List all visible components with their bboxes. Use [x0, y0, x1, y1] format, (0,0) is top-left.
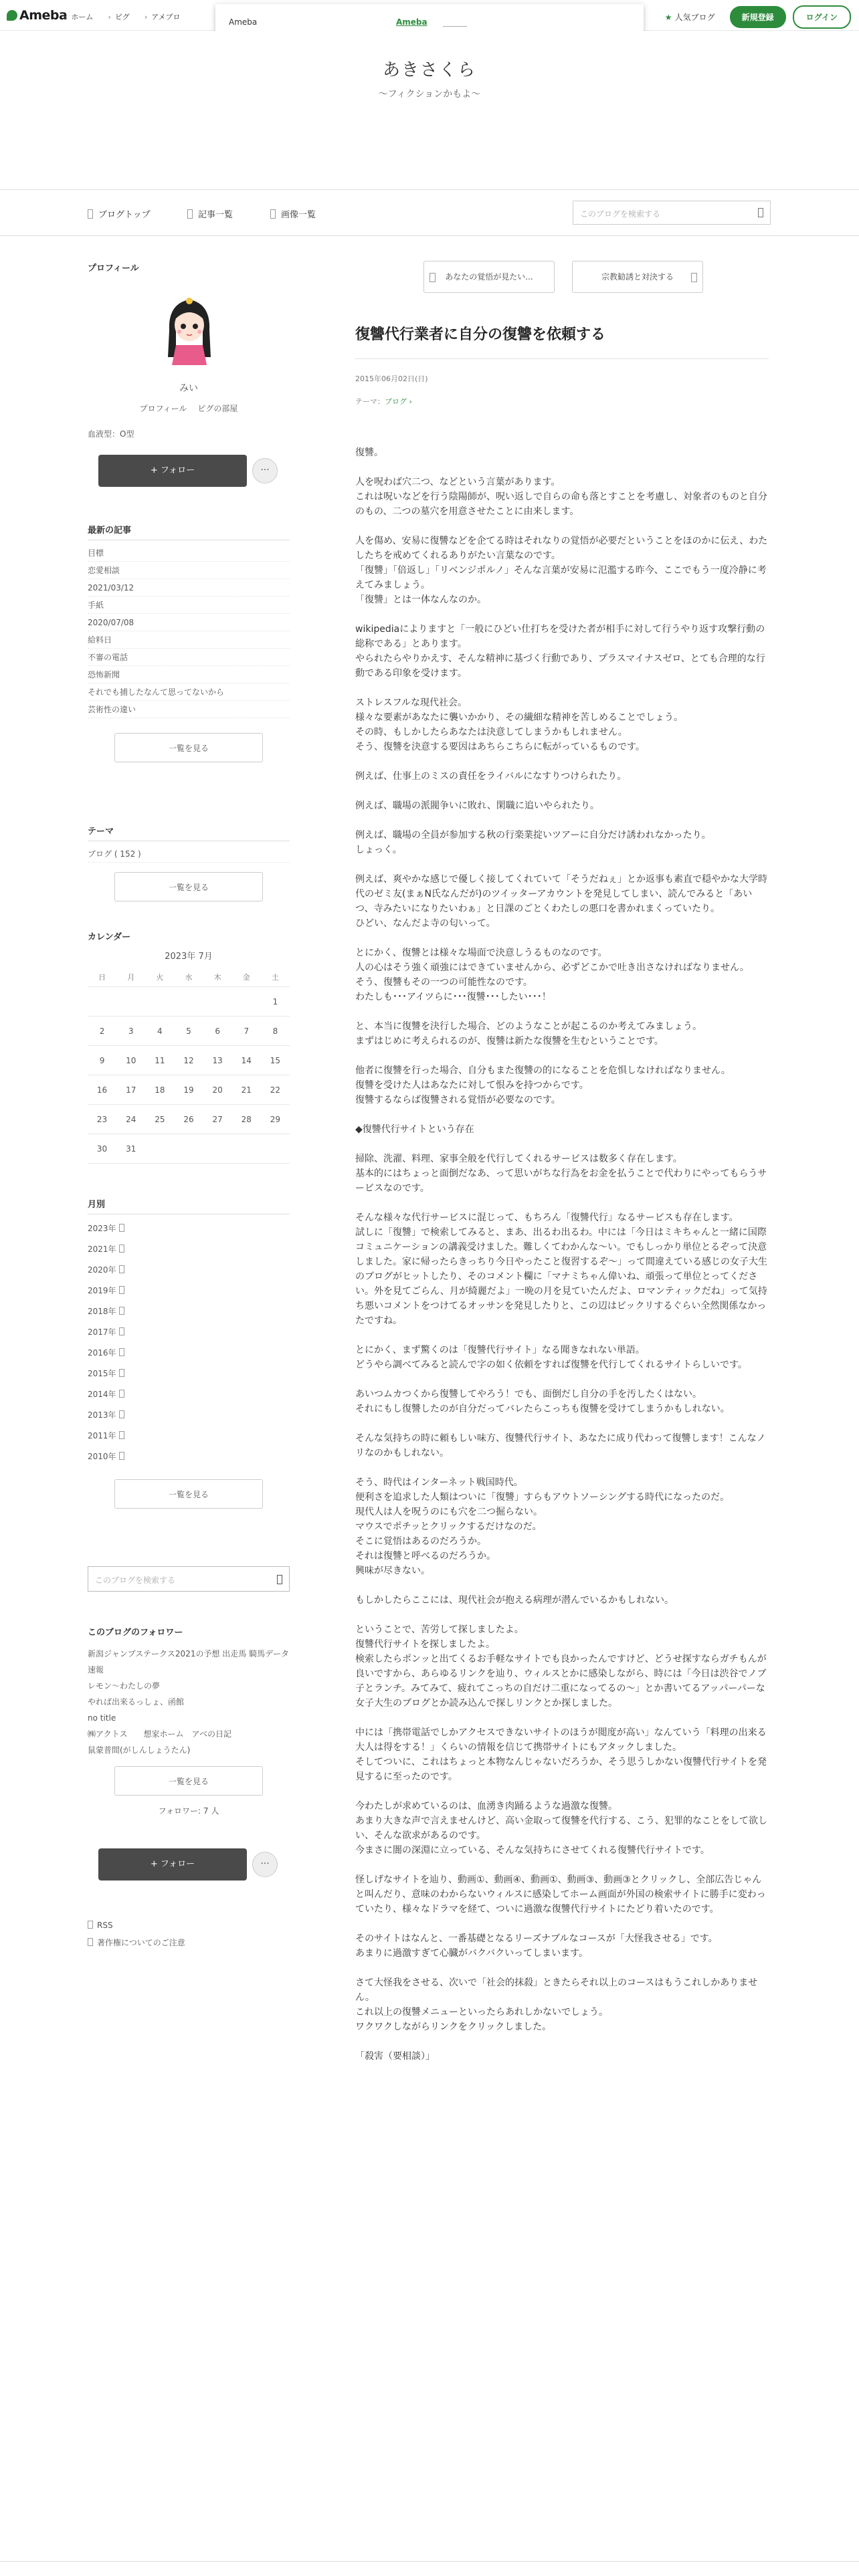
calendar-day — [174, 1134, 203, 1164]
ameba-logo[interactable] — [7, 8, 67, 23]
month-archive-link[interactable]: 2019年 — [88, 1281, 290, 1301]
calendar-day: 9 — [88, 1046, 116, 1075]
entry-title[interactable]: 復讐代行業者に自分の復讐を依頼する — [355, 326, 606, 343]
calendar-day: 4 — [145, 1016, 174, 1046]
calendar-day — [145, 987, 174, 1016]
blog-top-icon — [88, 209, 93, 219]
calendar-day: 2 — [88, 1016, 116, 1046]
calendar-day: 26 — [174, 1105, 203, 1134]
next-entry-button[interactable]: 宗教勧誘と対決する — [572, 261, 703, 293]
month-archive-link[interactable]: 2015年 — [88, 1364, 290, 1384]
sidebar-search-placeholder: このブログを検索する — [95, 1576, 176, 1585]
month-archive-link[interactable]: 2013年 — [88, 1405, 290, 1426]
entry-paragraph: とにかく、まず驚くのは「復讐代行サイト」なる聞きなれない単語。 どうやら調べてみると読んで字の如く依頼をすれば復讐を代行してくれるサイトらしいです。 — [355, 1345, 747, 1370]
entry-paragraph: とにかく、復讐とは様々な場面で決意しうるものなのです。 人の心はそう強く頑強にはできていませんから、必ずどこかで吐き出さなければなりません。 そう、復讐もその一つの可能性なのです。 わたしも･･･アイツらに･･･復讐･･･したい･･･！ — [355, 948, 749, 1002]
header-actions — [665, 5, 851, 29]
entry-paragraph: ストレスフルな現代社会。 様々な要素があなたに襲いかかり、その繊細な精神を苦しめることでしょう。 その時、もしかしたらあなたは決意してしまうかもしれません。 そう、復讐を決意する要因はあちらこちらに転がっているものです。 — [355, 697, 683, 752]
month-archive-link[interactable]: 2021年 — [88, 1239, 290, 1260]
title-divider — [355, 358, 769, 359]
copyright-link[interactable] — [88, 1934, 290, 1951]
entry-date: 2015年06月02日(日) — [355, 374, 428, 383]
avatar[interactable] — [156, 290, 223, 365]
weekday-label: 金 — [232, 968, 261, 987]
blog-nav — [0, 189, 859, 236]
calendar-day: 19 — [174, 1075, 203, 1105]
recent-item[interactable]: 2021/03/12 — [88, 579, 290, 597]
calendar-day: 11 — [145, 1046, 174, 1075]
calendar-day: 6 — [203, 1016, 232, 1046]
entry-paragraph: そんな様々な代行サービスに混じって、もちろん「復讐代行」なるサービスも存在します。 試しに「復讐」で検索してみると、まあ、出るわ出るわ。中には「今日はミキちゃんと一緒に国際コミュニケーションの講義受けました。難しくてわかんな〜い。でもしっかり単位とるぞって決意しました。家に帰ったらきっちり今日やったこと復習するぞ〜」って間違えている感じの女子大生のブログがヒットしたり、そのコメント欄に「マナミちゃん偉いね、頑張って単位とってください。外を見てごらん、月が綺麗だよ」一晩の月を見ていたんだよ、ロマンティックだね」って気持ち悪いコメントをつけてるオッサンを発見したりと、この辺はビックリするぐらい全然関係なかったですね。 — [355, 1212, 767, 1326]
follower-count: フォロワー: 7 人 — [158, 1806, 219, 1816]
rss-link[interactable] — [88, 1917, 290, 1934]
entry-paragraph: 人を呪わば穴二つ、などという言葉があります。 これは呪いなどを行う陰陽師が、呪い返しで自らの命も落とすことを考慮し、対象者のものと自分のもの、二つの墓穴を用意させたことに由来します。 — [355, 477, 767, 517]
calendar-day: 21 — [232, 1075, 261, 1105]
calendar-day — [232, 1134, 261, 1164]
pigg-room-link[interactable]: ピグの部屋 — [197, 404, 238, 413]
recent-item[interactable]: 2020/07/08 — [88, 614, 290, 631]
login-button[interactable]: ログイン — [793, 5, 851, 29]
entry-paragraph: 他者に復讐を行った場合、自分もまた復讐の的になることを危惧しなければなりません。 復讐を受けた人はあなたに対して恨みを持つからです。 復讐するならば復讐される覚悟が必要なのです。 — [355, 1065, 731, 1105]
calendar-day — [232, 987, 261, 1016]
calendar-day: 28 — [232, 1105, 261, 1134]
follower-blog[interactable]: 新潟ジャンプステークス2021の予想 出走馬 騎馬データ速報 — [88, 1649, 290, 1675]
copyright-label: 著作権についてのご注意 — [97, 1938, 185, 1947]
weekday-label: 火 — [145, 968, 174, 987]
entry-theme — [355, 396, 412, 407]
followers-see-all-button[interactable]: 一覧を見る — [114, 1766, 263, 1796]
month-archive-link[interactable]: 2017年 — [88, 1322, 290, 1343]
entry-paragraph: と、本当に復讐を決行した場合、どのようなことが起こるのか考えてみましょう。 まずはじめに考えられるのが、復讐は新たな復讐を生むということです。 — [355, 1021, 702, 1047]
calendar-day: 31 — [116, 1134, 145, 1164]
prev-entry-button[interactable]: あなたの覚悟が見たい... — [423, 261, 555, 293]
blog-title[interactable]: あきさくら — [382, 60, 476, 80]
blog-header — [0, 31, 859, 189]
entry-paragraph: さて大怪我をさせる、次いで「社会的抹殺」ときたらそれ以上のコースはもうこれしかありません。 これ以上の復讐メニューといったらあれしかないでしょう。 ワクワクしながらリンクをクリックしました。 — [355, 1977, 758, 2032]
entry-paragraph: 今わたしが求めているのは、血湧き肉踊るような過激な復讐。 あまり大きな声で言えませんけど、高い金取って復讐を代行する、こう、犯罪的なことをして欲しい、そんな欲求があるのです。 今まさに闇の深淵に立っている、そんな気持ちにさせてくれる復讐代行サイトです。 — [355, 1801, 767, 1856]
recent-item[interactable]: 手紙 — [88, 597, 290, 614]
entry-paragraph: 復讐。 — [355, 447, 383, 458]
rss-icon — [88, 1921, 93, 1929]
nav-blog-top[interactable] — [88, 207, 151, 220]
follower-blog[interactable]: やれば出来るっしょ、函館 — [88, 1697, 185, 1707]
recent-item[interactable]: 芸術性の違い — [88, 701, 290, 718]
calendar-day: 8 — [261, 1016, 290, 1046]
calendar-day: 12 — [174, 1046, 203, 1075]
theme-label: テーマ： — [355, 397, 385, 406]
sidebar — [88, 261, 290, 1947]
popular-blogs-link[interactable]: ★ 人気ブログ — [665, 11, 715, 23]
calendar-month: 2023年 7月 — [165, 952, 213, 962]
entry-paragraph: ◆復讐代行サイトという存在 — [355, 1124, 474, 1135]
recent-item[interactable]: 目標 — [88, 544, 290, 562]
calendar-day: 14 — [232, 1046, 261, 1075]
more-options-button[interactable]: ··· — [252, 458, 278, 484]
logo-text: Ameba — [19, 8, 68, 23]
recent-see-all-button[interactable]: 一覧を見る — [114, 733, 263, 762]
calendar-day: 29 — [261, 1105, 290, 1134]
theme-section — [88, 824, 290, 901]
calendar-day: 18 — [145, 1075, 174, 1105]
chevron-right-icon: › — [407, 397, 412, 406]
monthly-see-all-button[interactable]: 一覧を見る — [114, 1479, 263, 1509]
nav-image-list[interactable] — [270, 207, 316, 220]
monthly-heading: 月別 — [88, 1197, 290, 1214]
calendar-day: 24 — [116, 1105, 145, 1134]
recent-item[interactable]: それでも捕したなんて思ってないから — [88, 683, 290, 701]
weekday-label: 月 — [116, 968, 145, 987]
calendar-day: 13 — [203, 1046, 232, 1075]
nav-entry-list-label: 記事一覧 — [198, 210, 233, 220]
theme-heading: テーマ — [88, 824, 290, 841]
entry-paragraph: 中には「携帯電話でしかアクセスできないサイトのほうが閲度が高い」なんていう「料理の出来る大人は得をする！」くらいの情報を信じて携帯サイトにもアタックしました。 そしてついに、これはちょっと本物なんじゃないだろうか、そう思うしかない復讐代行サイトを発見するに至ったのです。 — [355, 1727, 767, 1782]
calendar-day — [261, 1134, 290, 1164]
calendar-day: 10 — [116, 1046, 145, 1075]
search-icon[interactable] — [758, 208, 763, 217]
theme-item[interactable]: ブログ ( 152 ) — [88, 845, 290, 863]
calendar-day: 25 — [145, 1105, 174, 1134]
entry-paragraph: 例えば、爽やかな感じで優しく接してくれていて「そうだねぇ」とか返事も素直で穏やかな大学時代のゼミ友(まぁN氏なんだが)のツイッターアカウントを発見してしまい、読んでみると「あいつ、寺みたいになりたいわぁ」と日課のごとくわたしの悪口を書かれまくっていたり。 ひどい、なんだよ寺の匂いって。 — [355, 874, 767, 929]
entry-paragraph: 怪しげなサイトを辿り、動画①、動画④、動画①、動画③、動画③とクリックし、全部広告じゃんと叫んだり、意味のわからないウィルスに感染してホーム画面が外国の検索サイトに勝手に変わっていたり、様々なドラマを経て、ついに過激な復讐代行サイトにたどり着いたのです。 — [355, 1874, 766, 1915]
popup-underline — [443, 17, 467, 27]
profile-link[interactable]: プロフィール — [139, 404, 187, 413]
blood-type: 血液型：O型 — [88, 429, 134, 439]
top-nav — [64, 11, 195, 22]
entry-paragraph: 例えば、職場の全員が参加する秋の行楽業掟いツアーに自分だけ誘われなかったり。 しょっく。 — [355, 830, 711, 855]
theme-see-all-button[interactable]: 一覧を見る — [114, 872, 263, 901]
calendar-day — [174, 987, 203, 1016]
calendar-day: 20 — [203, 1075, 232, 1105]
footer-divider — [0, 2561, 859, 2562]
rss-label: RSS — [97, 1921, 113, 1930]
blog-search-placeholder: このブログを検索する — [580, 209, 661, 219]
recent-item[interactable]: 給料日 — [88, 631, 290, 649]
follower-blog[interactable]: ㈱アクトス 想家ホーム アベの日記 — [88, 1729, 232, 1739]
calendar-day — [145, 1134, 174, 1164]
entry-paragraph: ということで、苦労して探しましたよ。 復讐代行サイトを探しましたよ。 検索したらポンッと出てくるお手軽なサイトでも良かったんですけど、どうせ探すならガチもんが良いですから、あらゆるリンクを辿り、ウィルスとかに感染しながら、時には「今日は渋谷でノブ子とランチ。みてみて、疲れてこっちの自だけ二重になってるの〜」とか書いてるアッパーパーな女子大生のブログとか読み込んで探しリンクとか探しました。 — [355, 1624, 767, 1709]
search-icon[interactable] — [277, 1575, 282, 1584]
sidebar-footer-links — [88, 1917, 290, 1951]
nav-image-list-label: 画像一覧 — [281, 210, 316, 220]
calendar-day: 7 — [232, 1016, 261, 1046]
calendar-day: 22 — [261, 1075, 290, 1105]
entry-paragraph: そのサイトはなんと、一番基礎となるリーズナブルなコースが「大怪我させる」です。 あまりに過激すぎて心臓がバクバクいってしまいます。 — [355, 1933, 718, 1959]
weekday-label: 日 — [88, 968, 116, 987]
blog-search-input[interactable] — [573, 201, 771, 225]
follower-blog[interactable]: レモン〜わたしの夢 — [88, 1681, 161, 1691]
calendar-heading: カレンダー — [88, 932, 131, 942]
followers-heading: このブログのフォロワー — [88, 1628, 183, 1638]
month-archive-link[interactable]: 2011年 — [88, 1426, 290, 1446]
calendar-day: 27 — [203, 1105, 232, 1134]
entry-paragraph: そんな気持ちの時に頼もしい味方、復讐代行サイト、あなたに成り代わって復讐します！こんなノリなのかもしれない。 — [355, 1433, 766, 1459]
calendar-day: 1 — [261, 987, 290, 1016]
month-archive-link[interactable]: 2023年 — [88, 1218, 290, 1239]
follow-button-bottom[interactable]: + フォロー — [98, 1848, 247, 1881]
signup-button[interactable]: 新規登録 — [730, 6, 786, 28]
profile-heading: プロフィール — [88, 263, 139, 274]
weekday-label: 土 — [261, 968, 290, 987]
calendar-day — [116, 987, 145, 1016]
month-archive-link[interactable]: 2016年 — [88, 1343, 290, 1364]
calendar-day: 5 — [174, 1016, 203, 1046]
calendar-day: 30 — [88, 1134, 116, 1164]
sidebar-search-input[interactable] — [88, 1566, 290, 1592]
calendar-section — [88, 930, 290, 1164]
entry-paragraph: 「殺害（要相談）」 — [355, 2051, 435, 2062]
more-options-button-bottom[interactable]: ··· — [252, 1852, 278, 1877]
followers-section — [88, 1625, 290, 1816]
follower-blog[interactable]: 鼠蒙普間(がしんしょうたん) — [88, 1745, 191, 1755]
sidebar-search — [88, 1566, 290, 1592]
month-archive-link[interactable]: 2020年 — [88, 1260, 290, 1281]
nav-entry-list[interactable] — [187, 207, 233, 220]
document-icon — [88, 1938, 93, 1946]
weekday-label: 水 — [174, 968, 203, 987]
nav-ameblo[interactable]: › アメブロ — [145, 13, 181, 21]
calendar-grid — [88, 968, 290, 1164]
calendar-day: 23 — [88, 1105, 116, 1134]
entry-body — [355, 445, 769, 2078]
entry-paragraph: 掃除、洗濯、料理、家事全般を代行してくれるサービスは数多く存在します。 基本的にはちょっと面倒だなあ、って思いがちな行為をお金を払うことで代わりにやってもらうサービスなのです。 — [355, 1154, 767, 1194]
entry-list-icon — [187, 209, 193, 219]
popup-link[interactable]: Ameba — [396, 17, 427, 27]
ameba-logo-icon — [7, 10, 17, 21]
calendar-day — [88, 987, 116, 1016]
calendar-day — [203, 987, 232, 1016]
entry-paragraph: wikipediaによりますと「一般にひどい仕打ちを受けた者が相手に対して行うやり返す攻撃行動の総称である」とあります。 やられたらやりかえす、そんな精神に基づく行動であり、プラスマイナスゼロ、とても合理的な行動である印象を受けます。 — [355, 624, 765, 679]
monthly-archive — [88, 1197, 290, 1509]
calendar-day: 17 — [116, 1075, 145, 1105]
entry-paragraph: 例えば、職場の派閥争いに敗れ、閑職に追いやられたり。 — [355, 800, 599, 811]
profile-links — [88, 403, 290, 414]
month-archive-link[interactable]: 2010年 — [88, 1446, 290, 1467]
nav-home[interactable]: › ホーム — [64, 13, 93, 21]
month-archive-link[interactable]: 2018年 — [88, 1301, 290, 1322]
calendar-day: 3 — [116, 1016, 145, 1046]
image-list-icon — [270, 209, 276, 219]
recent-item[interactable]: 恐怖新聞 — [88, 666, 290, 683]
recent-item[interactable]: 不審の電話 — [88, 649, 290, 666]
month-archive-link[interactable]: 2014年 — [88, 1384, 290, 1405]
calendar-day: 16 — [88, 1075, 116, 1105]
profile-name[interactable]: みい — [179, 383, 198, 394]
entry-paragraph: 人を傷め、安易に復讐などを企てる時はそれなりの覚悟が必要だということをほのかに伝え、わたしたちを戒めてくれるありがたい言葉なのです。 「復讐」「倍返し」「リベンジポルノ」そんな言葉が安易に氾濫する昨今、ここでもう一度冷静に考えてみましょう。 「復讐」とは一体なんなのか。 — [355, 536, 768, 605]
popup-label: Ameba — [229, 17, 258, 27]
nav-pigg[interactable]: › ピグ — [108, 13, 129, 21]
calendar-day: 15 — [261, 1046, 290, 1075]
blog-subtitle: 〜フィクションかもよ〜 — [378, 89, 481, 100]
entry-paragraph: もしかしたらここには、現代社会が抱える病理が潜んでいるかもしれない。 — [355, 1595, 674, 1606]
follow-button[interactable]: + フォロー — [98, 455, 247, 487]
weekday-label: 木 — [203, 968, 232, 987]
theme-link[interactable]: ブログ — [385, 397, 407, 406]
entry-paragraph: そう、時代はインターネット戦国時代。 便利さを追求した人類はついに「復讐」すらもアウトソーシングする時代になったのだ。 現代人は人を呪うのにも穴を二つ掘らない。 マウスでポチッとクリックするだけなのだ。 そこに覚悟はあるのだろうか。 それは復讐と呼べるのだろうか。 興味が尽きない。 — [355, 1477, 730, 1576]
entry-paragraph: 例えば、仕事上のミスの責任をライバルになすりつけられたり。 — [355, 771, 627, 782]
nav-blog-top-label: ブログトップ — [98, 210, 151, 220]
entry-paragraph: あいつムカつくから復讐してやろう！でも、面倒だし自分の手を汚したくはない。 それにもし復讐したのが自分だってバレたらこっちも復讐を受けてしまうかもしれない。 — [355, 1389, 730, 1414]
calendar-day — [203, 1134, 232, 1164]
entry-pager — [423, 261, 703, 293]
follower-blog[interactable]: no title — [88, 1713, 116, 1723]
recent-heading: 最新の記事 — [88, 523, 290, 540]
recent-entries — [88, 523, 290, 762]
recent-item[interactable]: 恋愛相談 — [88, 562, 290, 579]
